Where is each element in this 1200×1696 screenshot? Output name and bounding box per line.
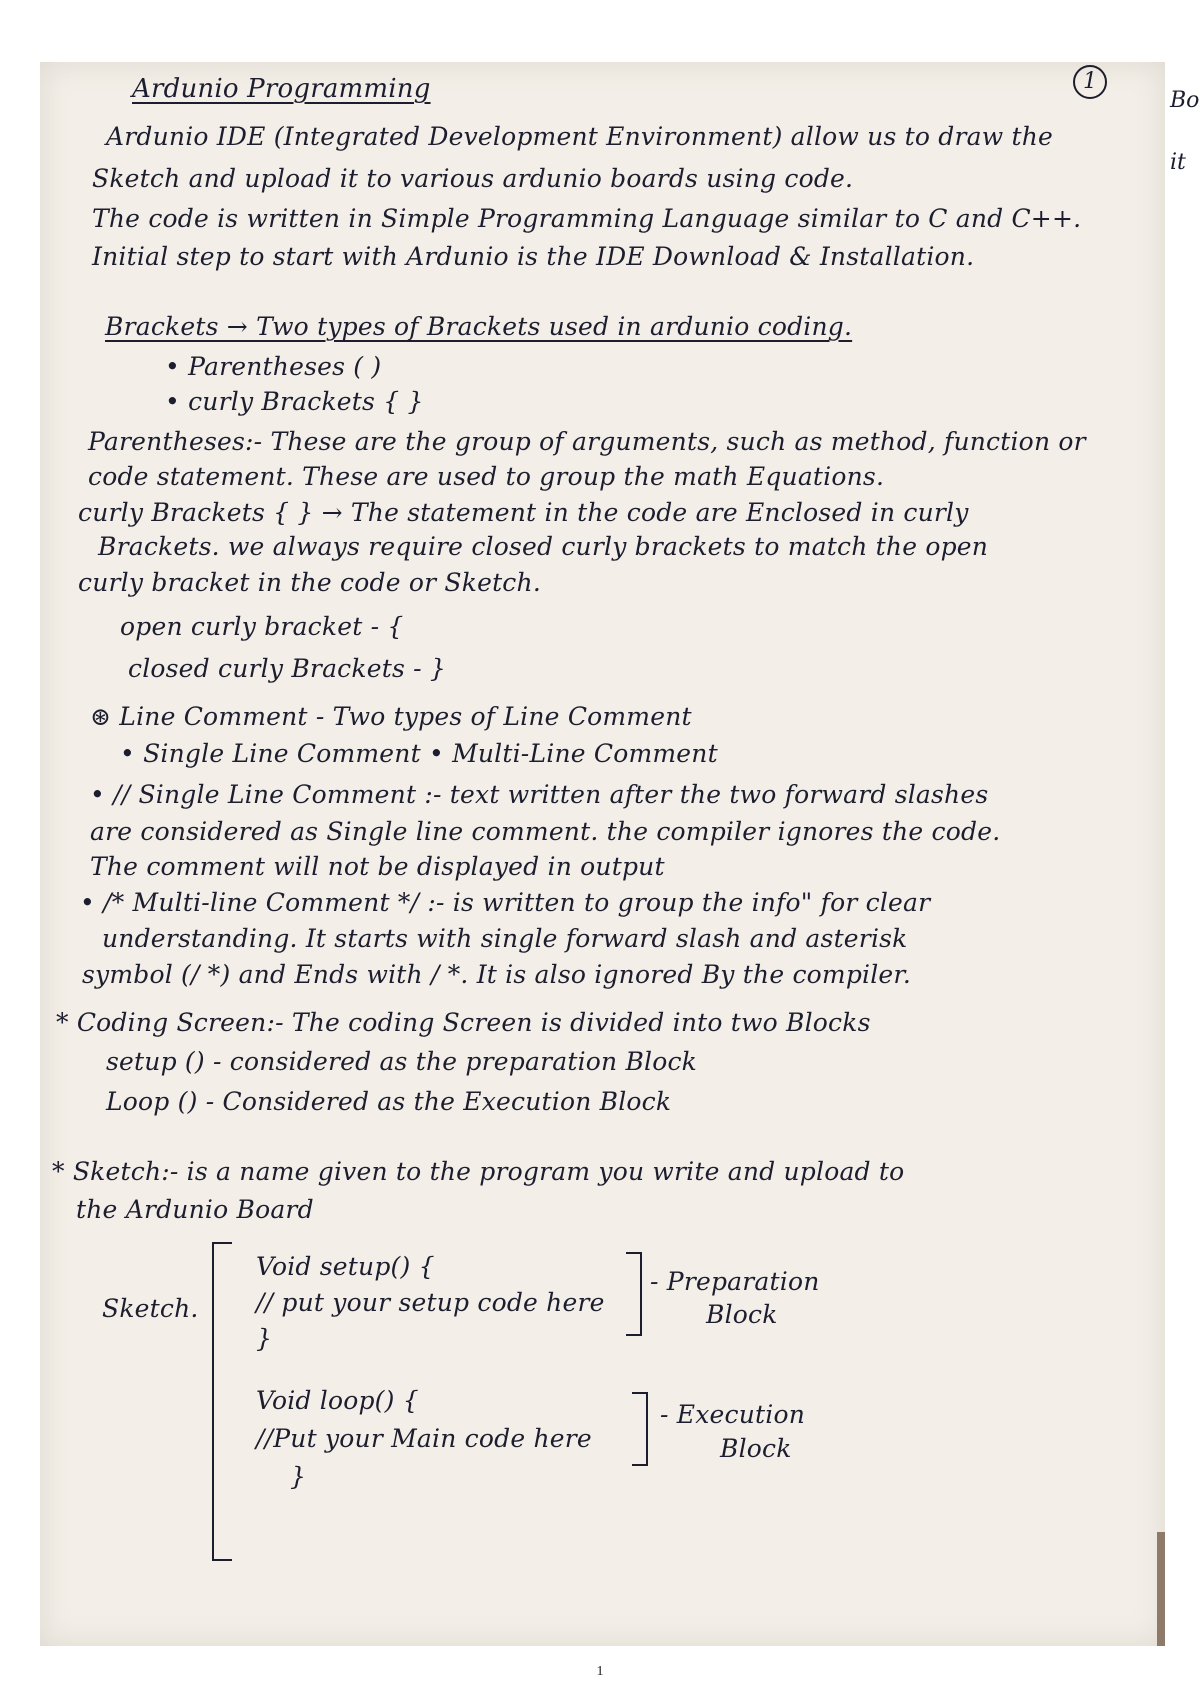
text-line: • /* Multi-line Comment */ :- is written to group the info" for clear [80,888,931,917]
preparation-label: Block [706,1300,778,1329]
code-line: } [290,1462,307,1491]
text-line: curly bracket in the code or Sketch. [78,568,541,597]
text-line: • // Single Line Comment :- text written after the two forward slashes [90,780,989,809]
sketch-bracket [212,1242,232,1561]
text-line: symbol (/ *) and Ends with / *. It is also ignored By the compiler. [82,960,911,989]
margin-text: it [1170,150,1186,175]
text-line: • Single Line Comment • Multi-Line Comment [120,739,718,768]
code-line: // put your setup code here [256,1288,605,1317]
text-line: * Sketch:- is a name given to the program you write and upload to [52,1157,905,1186]
sketch-label: Sketch. [102,1294,199,1323]
text-line: closed curly Brackets - } [128,654,447,683]
code-line: //Put your Main code here [256,1424,592,1453]
notebook-page [40,62,1165,1646]
text-line: Brackets → Two types of Brackets used in ardunio coding. [105,312,853,341]
text-line: are considered as Single line comment. the compiler ignores the code. [90,817,1001,846]
text-line: * Coding Screen:- The coding Screen is divided into two Blocks [56,1008,871,1037]
text-line: setup () - considered as the preparation Block [106,1047,698,1076]
text-line: The comment will not be displayed in output [90,852,665,881]
text-line: Loop () - Considered as the Execution Block [106,1087,672,1116]
text-line: Initial step to start with Ardunio is the IDE Download & Installation. [92,242,975,271]
code-line: Void setup() { [256,1252,435,1281]
text-line: The code is written in Simple Programming Language similar to C and C++. [92,204,1082,233]
footer-page-number: 1 [596,1664,604,1679]
margin-text: Bo [1170,88,1200,113]
execution-label: Block [720,1434,792,1463]
execution-bracket [632,1392,648,1466]
text-line: Parentheses:- These are the group of arguments, such as method, function or [88,427,1086,456]
text-line: ⊛ Line Comment - Two types of Line Comment [90,702,692,731]
execution-label: - Execution [660,1400,806,1429]
preparation-label: - Preparation [650,1267,820,1296]
text-line: understanding. It starts with single forward slash and asterisk [102,924,908,953]
code-line: } [256,1324,273,1353]
page-edge-shadow [1157,1532,1165,1646]
text-line: the Ardunio Board [76,1195,314,1224]
text-line: Brackets. we always require closed curly brackets to match the open [98,532,989,561]
text-line: Ardunio IDE (Integrated Development Environment) allow us to draw the [106,122,1054,151]
circled-page-number: 1 [1073,65,1107,99]
text-line: open curly bracket - { [120,612,404,641]
text-line: curly Brackets { } → The statement in the code are Enclosed in curly [78,498,969,527]
text-line: Sketch and upload it to various ardunio boards using code. [92,164,854,193]
text-line: code statement. These are used to group the math Equations. [88,462,885,491]
list-item: • Parentheses ( ) [165,352,382,381]
list-item: • curly Brackets { } [165,387,424,416]
page-title: Ardunio Programming [132,74,431,104]
code-line: Void loop() { [256,1386,419,1415]
preparation-bracket [626,1252,642,1336]
